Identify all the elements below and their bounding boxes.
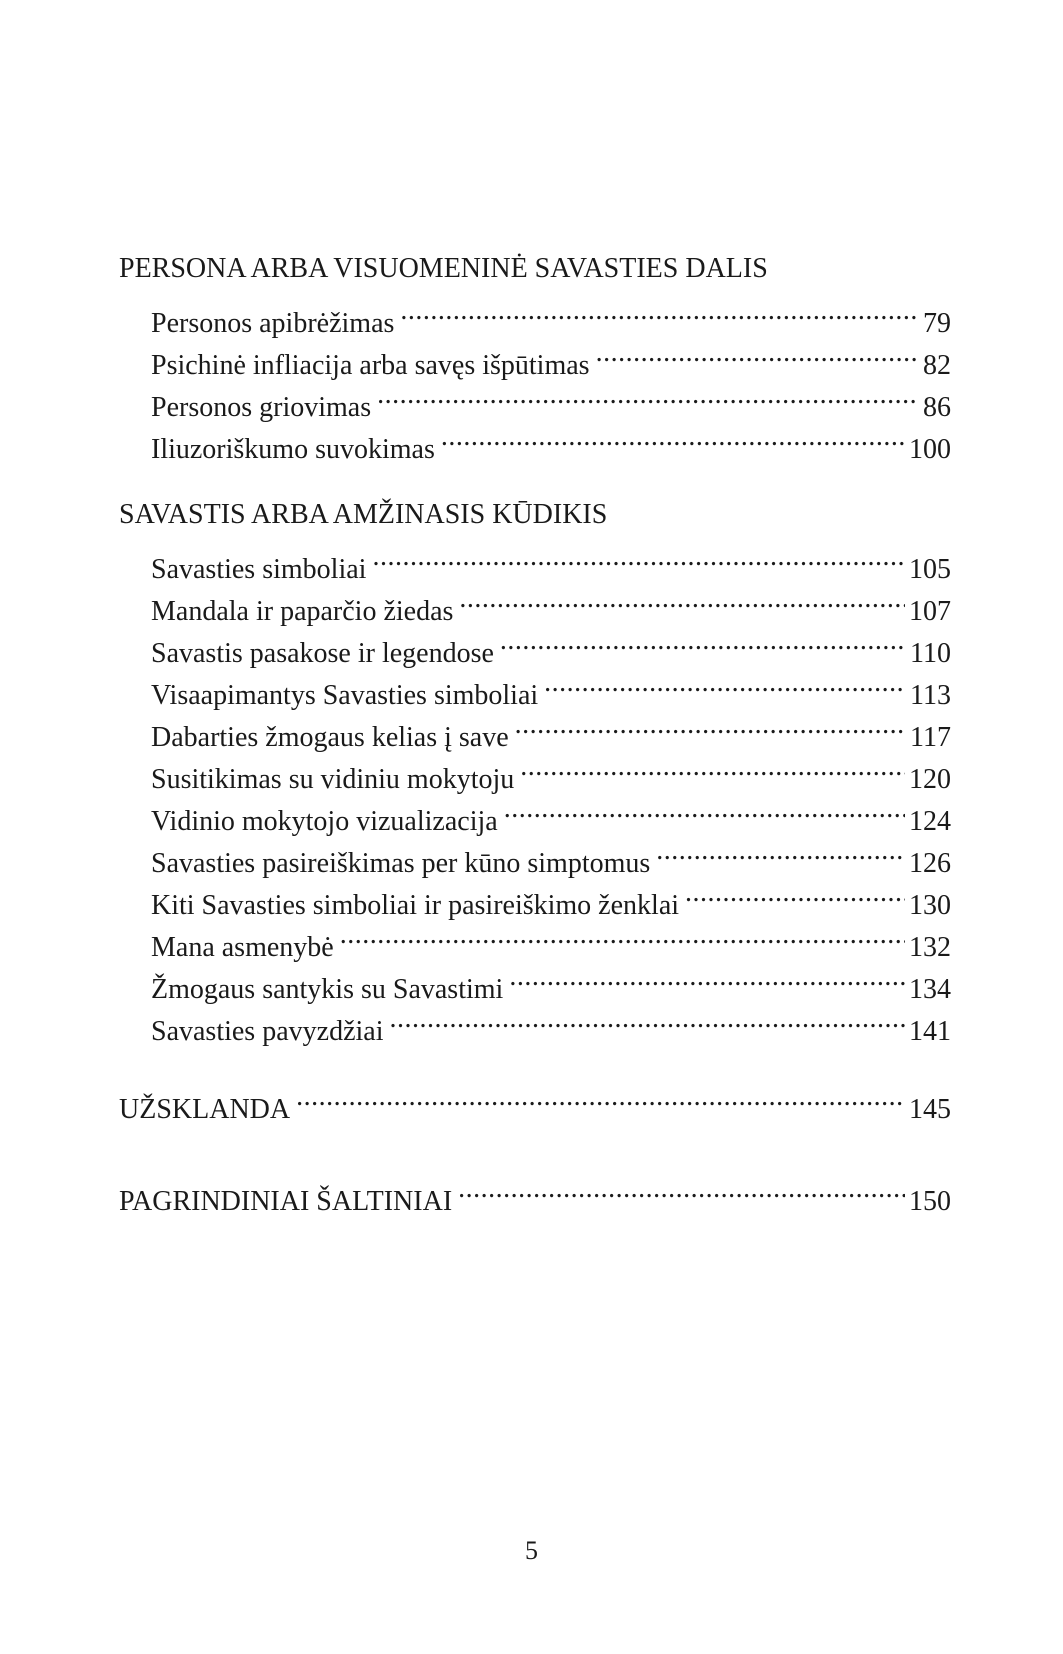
dot-leader xyxy=(656,830,905,872)
page-number: 5 xyxy=(525,1536,538,1565)
dot-leader xyxy=(596,332,919,374)
toc-entry-page: 100 xyxy=(909,434,951,465)
toc-entry[interactable] xyxy=(119,536,951,585)
toc-entry-page: 124 xyxy=(909,806,951,837)
toc-entry-label: Savasties pavyzdžiai xyxy=(151,1016,384,1047)
dot-leader xyxy=(389,998,905,1040)
toc-entry[interactable] xyxy=(119,1076,951,1125)
toc-entry-page: 107 xyxy=(909,596,951,627)
toc-entry-page: 120 xyxy=(909,764,951,795)
section-heading: SAVASTIS ARBA AMŽINASIS KŪDIKIS xyxy=(119,499,608,530)
toc-entry-label: Dabarties žmogaus kelias į save xyxy=(151,722,509,753)
dot-leader xyxy=(685,872,905,914)
dot-leader xyxy=(504,788,905,830)
dot-leader xyxy=(340,914,905,956)
toc-entry-page: 113 xyxy=(910,680,951,711)
dot-leader xyxy=(509,956,905,998)
toc-entry-label: Personos apibrėžimas xyxy=(151,308,395,339)
toc-entry-label: Žmogaus santykis su Savastimi xyxy=(151,974,504,1005)
toc-entry-label: Mandala ir paparčio žiedas xyxy=(151,596,454,627)
dot-leader xyxy=(372,536,905,578)
dot-leader xyxy=(500,620,906,662)
toc-section-saltiniai xyxy=(119,1168,951,1217)
toc-entry-label: Iliuzoriškumo suvokimas xyxy=(151,434,435,465)
dot-leader xyxy=(520,746,905,788)
toc-section-persona xyxy=(119,248,951,465)
toc-entry-label: UŽSKLANDA xyxy=(119,1094,291,1125)
toc-entry-page: 126 xyxy=(909,848,951,879)
toc-entry-label: Susitikimas su vidiniu mokytoju xyxy=(151,764,515,795)
toc-entry-label: Savasties pasireiškimas per kūno simptomus xyxy=(151,848,651,879)
toc-entry-label: Savastis pasakose ir legendose xyxy=(151,638,494,669)
toc-entry[interactable] xyxy=(119,1168,951,1217)
dot-leader xyxy=(441,416,905,458)
dot-leader xyxy=(458,1168,905,1210)
toc-entry[interactable] xyxy=(119,290,951,339)
dot-leader xyxy=(515,704,906,746)
dot-leader xyxy=(400,290,919,332)
toc-entry-page: 132 xyxy=(909,932,951,963)
toc-entry-label: Vidinio mokytojo vizualizacija xyxy=(151,806,498,837)
toc-entry-label: Visaapimantys Savasties simboliai xyxy=(151,680,539,711)
toc-entry-page: 134 xyxy=(909,974,951,1005)
toc-entry-page: 117 xyxy=(910,722,951,753)
toc-entry-page: 86 xyxy=(923,392,951,423)
toc-entry-page: 150 xyxy=(909,1186,951,1217)
table-of-contents xyxy=(119,248,951,1217)
toc-entry-page: 79 xyxy=(923,308,951,339)
toc-entry-label: Savasties simboliai xyxy=(151,554,367,585)
toc-entry-page: 141 xyxy=(909,1016,951,1047)
dot-leader xyxy=(377,374,919,416)
toc-section-savastis xyxy=(119,494,951,1047)
section-heading: PERSONA ARBA VISUOMENINĖ SAVASTIES DALIS xyxy=(119,253,768,284)
toc-entry-page: 145 xyxy=(909,1094,951,1125)
toc-entry-page: 105 xyxy=(909,554,951,585)
dot-leader xyxy=(544,662,906,704)
toc-entry-label: Kiti Savasties simboliai ir pasireiškimo ženklai xyxy=(151,890,680,921)
toc-entry-label: PAGRINDINIAI ŠALTINIAI xyxy=(119,1186,453,1217)
dot-leader xyxy=(459,578,905,620)
toc-entry-label: Mana asmenybė xyxy=(151,932,334,963)
toc-entry-page: 130 xyxy=(909,890,951,921)
toc-entry-label: Psichinė infliacija arba savęs išpūtimas xyxy=(151,350,590,381)
toc-entry-page: 110 xyxy=(910,638,951,669)
toc-section-uzsklanda xyxy=(119,1076,951,1125)
dot-leader xyxy=(296,1076,905,1118)
toc-entry-label: Personos griovimas xyxy=(151,392,372,423)
toc-entry-page: 82 xyxy=(923,350,951,381)
